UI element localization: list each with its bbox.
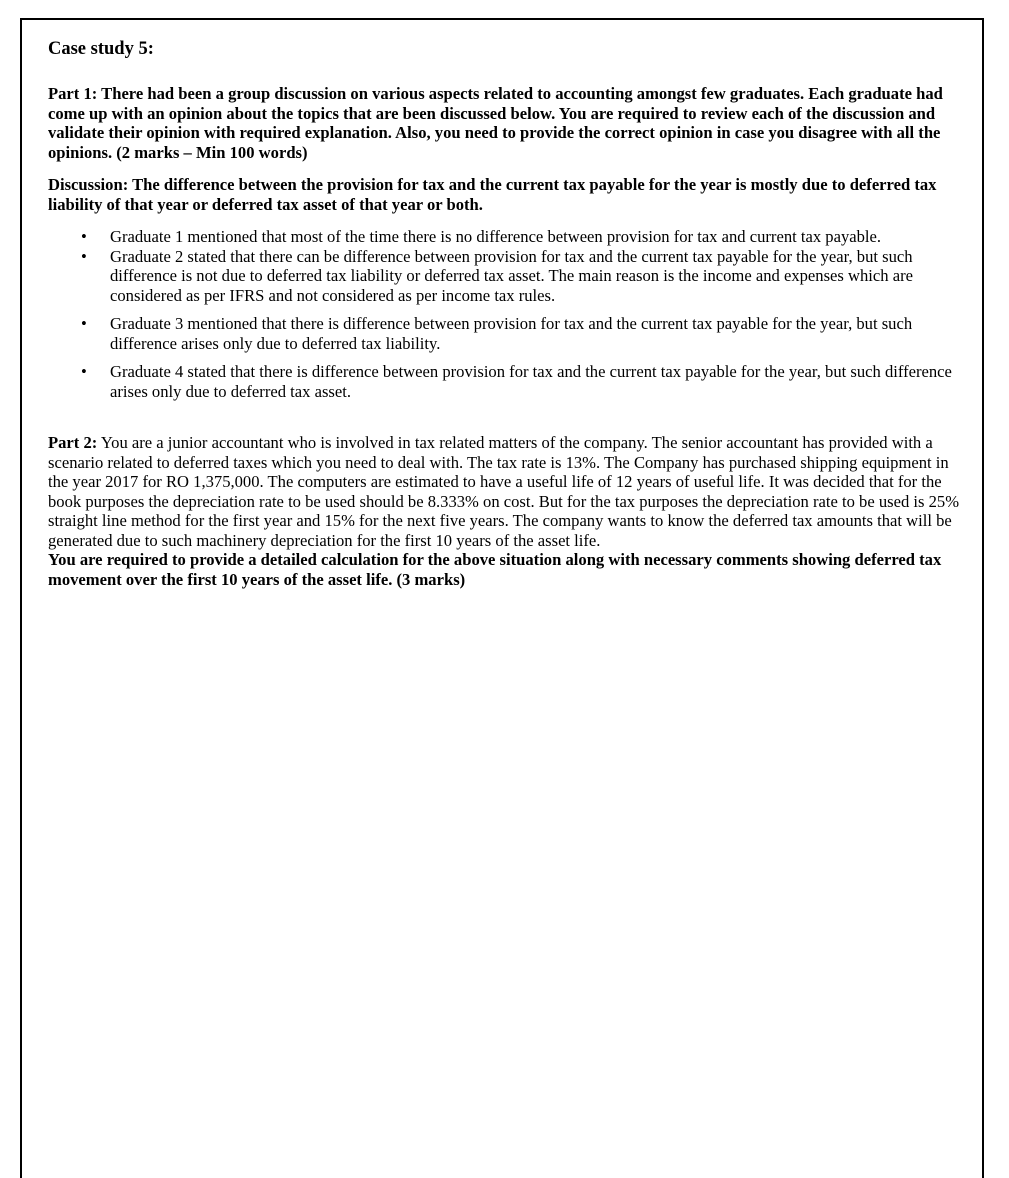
discussion-paragraph: Discussion: The difference between the provision for tax and the current tax payable for the year is mostly due to deferred tax liability of that year or deferred tax asset of that year or both. xyxy=(48,175,937,214)
opinion-list xyxy=(48,227,968,401)
list-item xyxy=(48,247,968,306)
document-body xyxy=(48,38,968,589)
part2-text: You are a junior accountant who is involved in tax related matters of the company. The senior accountant has provided with a scenario related to deferred taxes which you need to deal with. The tax rate is 13%. The Company has purchased shipping equipment in the year 2017 for RO 1,375,000. The computers are estimated to have a useful life of 12 years of useful life. It was decided that for the book purposes the depreciation rate to be used should be 8.333% on cost. But for the tax purposes the depreciation rate to be used is 25% straight line method for the first year and 15% for the next five years. The company wants to know the deferred tax amounts that will be generated due to such machinery depreciation for the first 10 years of the asset life. xyxy=(48,433,960,550)
case-title: Case study 5: xyxy=(48,39,154,59)
part1-paragraph: Part 1: There had been a group discussion on various aspects related to accounting amongst few graduates. Each graduate had come up with an opinion about the topics that are been discussed below. You are required to review each of the discussion and validate their opinion with required explanation. Also, you need to provide the correct opinion in case you disagree with all the opinions. (2 marks – Min 100 words) xyxy=(48,84,943,162)
part2-requirement: You are required to provide a detailed calculation for the above situation along with necessary comments showing deferred tax movement over the first 10 years of the asset life. (3 marks) xyxy=(48,550,942,589)
part2-paragraph xyxy=(48,433,968,550)
list-item xyxy=(48,227,968,247)
bullet-icon: • xyxy=(81,314,87,333)
opinion-text: Graduate 3 mentioned that there is difference between provision for tax and the current tax payable for the year, but such difference arises only due to deferred tax liability. xyxy=(110,314,913,353)
opinion-text: Graduate 2 stated that there can be difference between provision for tax and the current tax payable for the year, but such difference is not due to deferred tax liability or deferred tax asset. The main reason is the income and expenses which are considered as per IFRS and not considered as per income tax rules. xyxy=(110,246,913,305)
list-item xyxy=(48,314,968,353)
list-item xyxy=(48,362,968,401)
opinion-text: Graduate 4 stated that there is difference between provision for tax and the current tax payable for the year, but such difference arises only due to deferred tax asset. xyxy=(110,362,952,401)
bullet-icon: • xyxy=(81,246,87,266)
part2-label: Part 2: xyxy=(48,433,98,452)
opinion-text: Graduate 1 mentioned that most of the time there is no difference between provision for tax and current tax payable. xyxy=(110,227,882,246)
bullet-icon: • xyxy=(81,227,87,246)
bullet-icon: • xyxy=(81,362,87,381)
